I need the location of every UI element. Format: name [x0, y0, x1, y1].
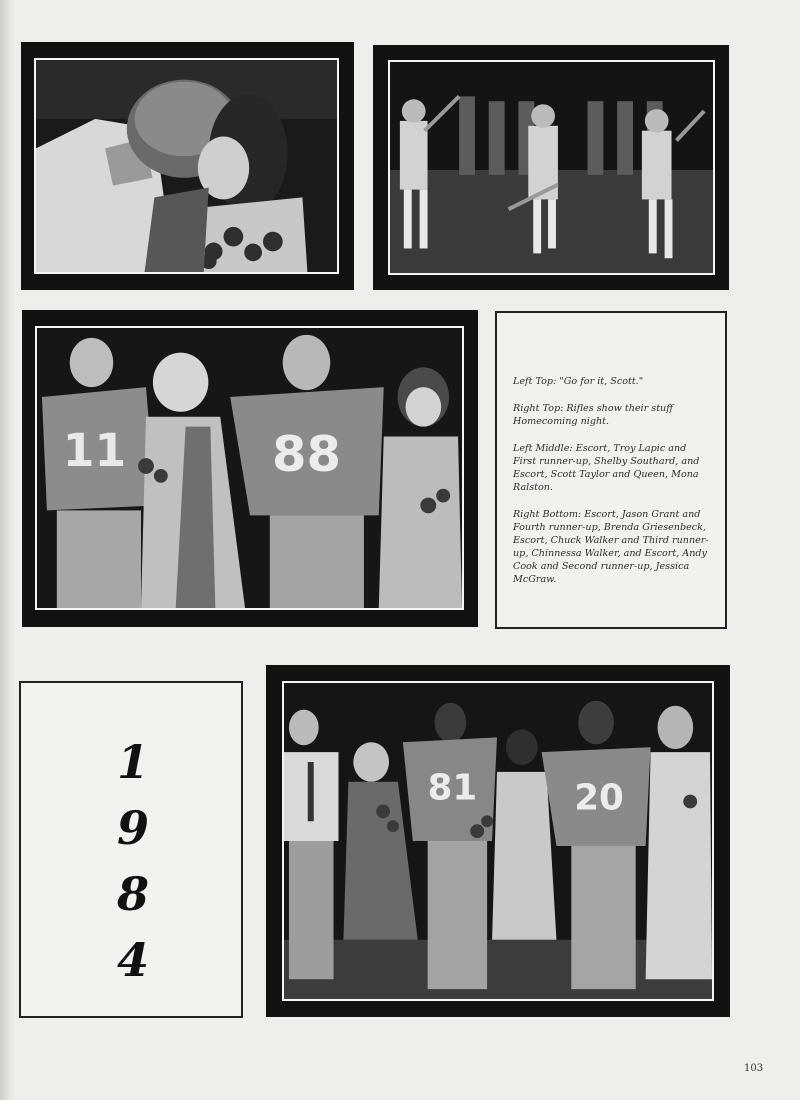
- caption-left-top: Left Top: "Go for it, Scott.": [513, 376, 644, 387]
- photo-middle-left-court: [35, 326, 464, 610]
- photo-frame-top-right: [373, 45, 729, 290]
- year-digit-4: 4: [116, 933, 149, 987]
- caption-right-top: Right Top: Rifles show their stuff Homecoming night.: [513, 403, 674, 427]
- jersey-number-20: 20: [574, 777, 624, 819]
- jersey-number-81: 81: [427, 767, 478, 809]
- photo-frame-top-left: [21, 42, 354, 290]
- caption-left-middle: Left Middle: Escort, Troy Lapic and First runner-up, Shelby Southard, and Escort, Scott Taylor and Queen, Mona Ralston.: [513, 443, 700, 493]
- photo-bottom-right-court: [282, 681, 714, 1001]
- year-digit-1: 1: [116, 735, 149, 789]
- year-digit-3: 8: [116, 867, 149, 921]
- caption-right-bottom: Right Bottom: Escort, Jason Grant and Fourth runner-up, Brenda Griesenbeck, Escort, Chuck Walker and Third runner-up, Chinnessa Walker, and Escort, Andy Cook and Second runner-up, Jessica McGraw.: [513, 509, 709, 585]
- page-binding-shadow: [0, 0, 16, 1100]
- photo-top-right-rifles: [388, 60, 715, 275]
- jersey-number-11: 11: [62, 424, 127, 478]
- year-box: [19, 681, 243, 1018]
- photo-top-left-kiss: [34, 58, 339, 274]
- photo-frame-middle-left: [22, 310, 478, 627]
- year-digit-2: 9: [116, 801, 149, 855]
- caption-box: [495, 311, 727, 629]
- photo-frame-bottom-right: [266, 665, 730, 1017]
- jersey-number-88: 88: [271, 425, 341, 483]
- page-number: 103: [744, 1063, 764, 1074]
